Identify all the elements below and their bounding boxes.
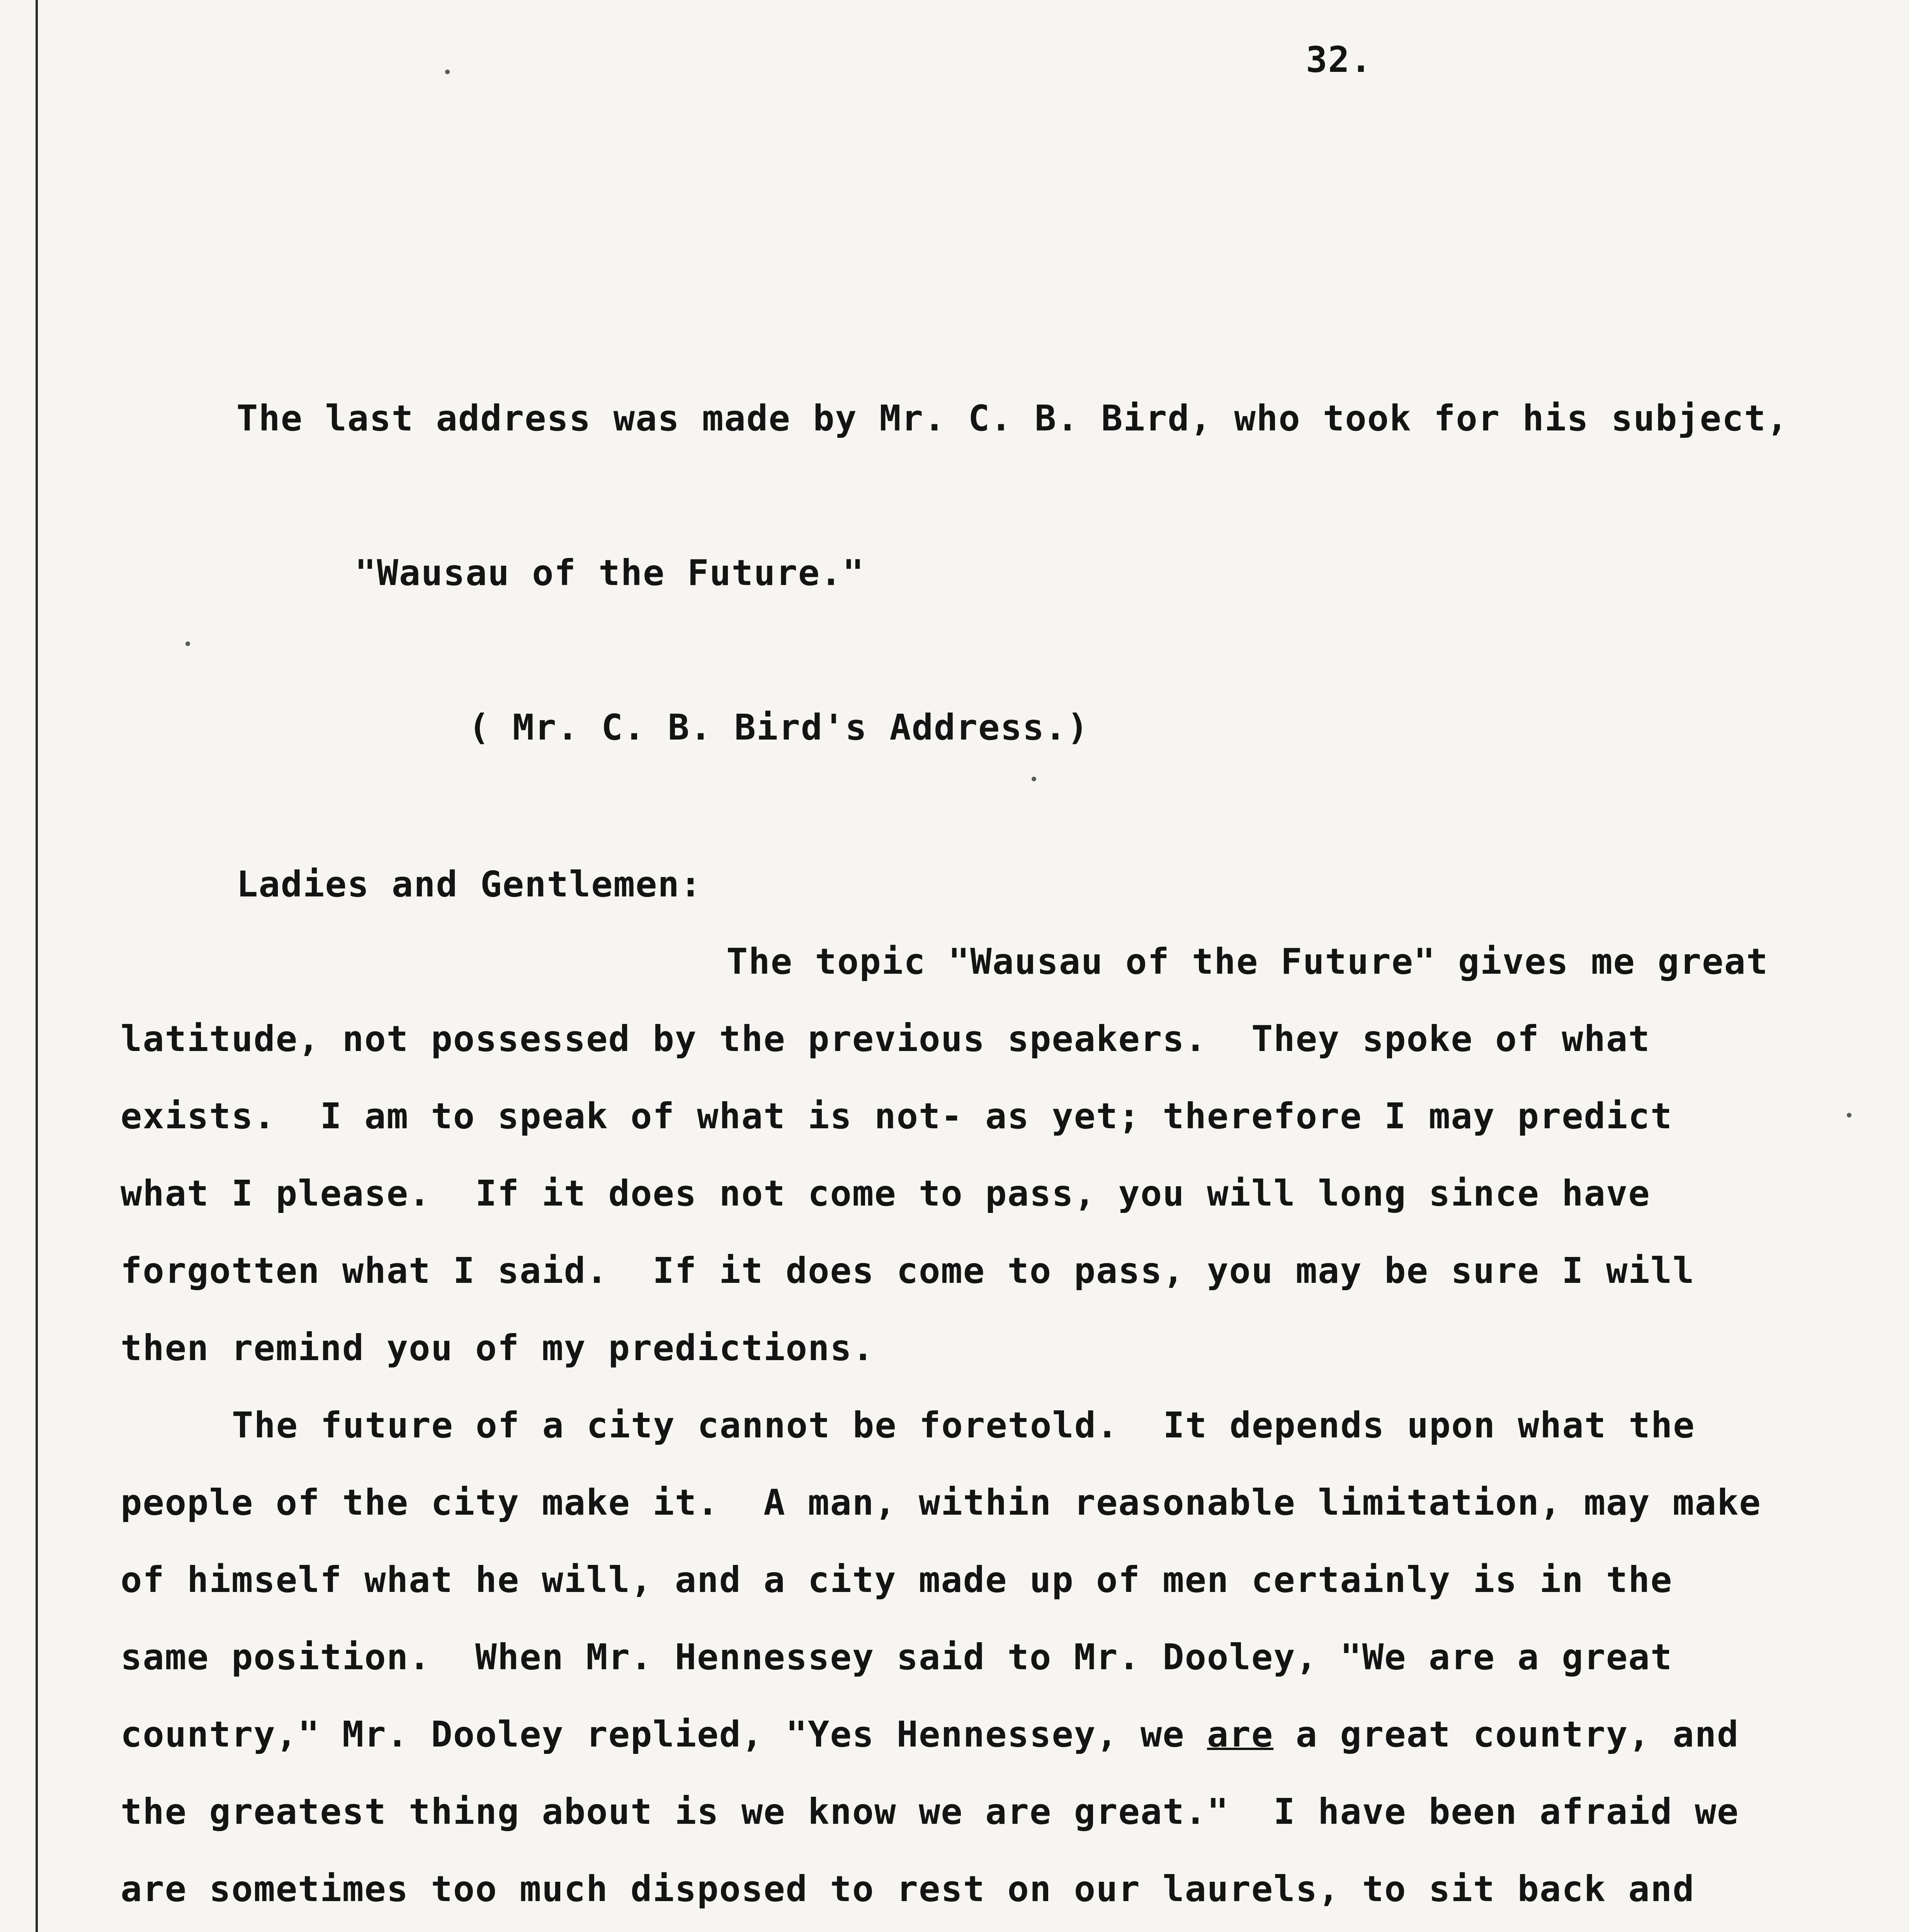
- line-text: country," Mr. Dooley replied, "Yes Hennessey, we: [121, 1714, 1207, 1755]
- paragraph-line: The topic "Wausau of the Future" gives me great: [726, 941, 1769, 982]
- paragraph-line: of himself what he will, and a city made up of men certainly is in the: [121, 1559, 1673, 1600]
- address-heading: ( Mr. C. B. Bird's Address.): [468, 707, 1089, 748]
- page-number: 32.: [1306, 39, 1373, 80]
- paper-speck: [1032, 777, 1036, 781]
- paragraph-line: latitude, not possessed by the previous speakers. They spoke of what: [121, 1018, 1651, 1060]
- paper-speck: [185, 641, 190, 646]
- paragraph-line: [121, 1713, 1739, 1756]
- intro-line: The last address was made by Mr. C. B. Bird, who took for his subject,: [236, 398, 1789, 439]
- salutation: Ladies and Gentlemen:: [236, 864, 702, 905]
- paragraph-line: people of the city make it. A man, within reasonable limitation, may make: [121, 1482, 1761, 1523]
- paper-speck: [445, 70, 450, 74]
- paragraph-line: The future of a city cannot be foretold. It depends upon what the: [232, 1405, 1695, 1446]
- paragraph-line: then remind you of my predictions.: [121, 1327, 875, 1369]
- paragraph-line: exists. I am to speak of what is not- as yet; therefore I may predict: [121, 1095, 1673, 1137]
- underlined-word: are: [1207, 1714, 1274, 1755]
- paragraph-line: what I please. If it does not come to pass, you will long since have: [121, 1173, 1651, 1214]
- paragraph-line: forgotten what I said. If it does come to pass, you may be sure I will: [121, 1250, 1695, 1291]
- line-text: a great country, and: [1273, 1714, 1739, 1755]
- page-binding-edge: [36, 0, 38, 1932]
- paragraph-line: same position. When Mr. Hennessey said to Mr. Dooley, "We are a great: [121, 1636, 1673, 1678]
- paper-speck: [1847, 1113, 1851, 1117]
- paragraph-line: are sometimes too much disposed to rest on our laurels, to sit back and: [121, 1868, 1695, 1910]
- paragraph-line: the greatest thing about is we know we are great." I have been afraid we: [121, 1791, 1739, 1832]
- subject-title: "Wausau of the Future.": [355, 552, 865, 594]
